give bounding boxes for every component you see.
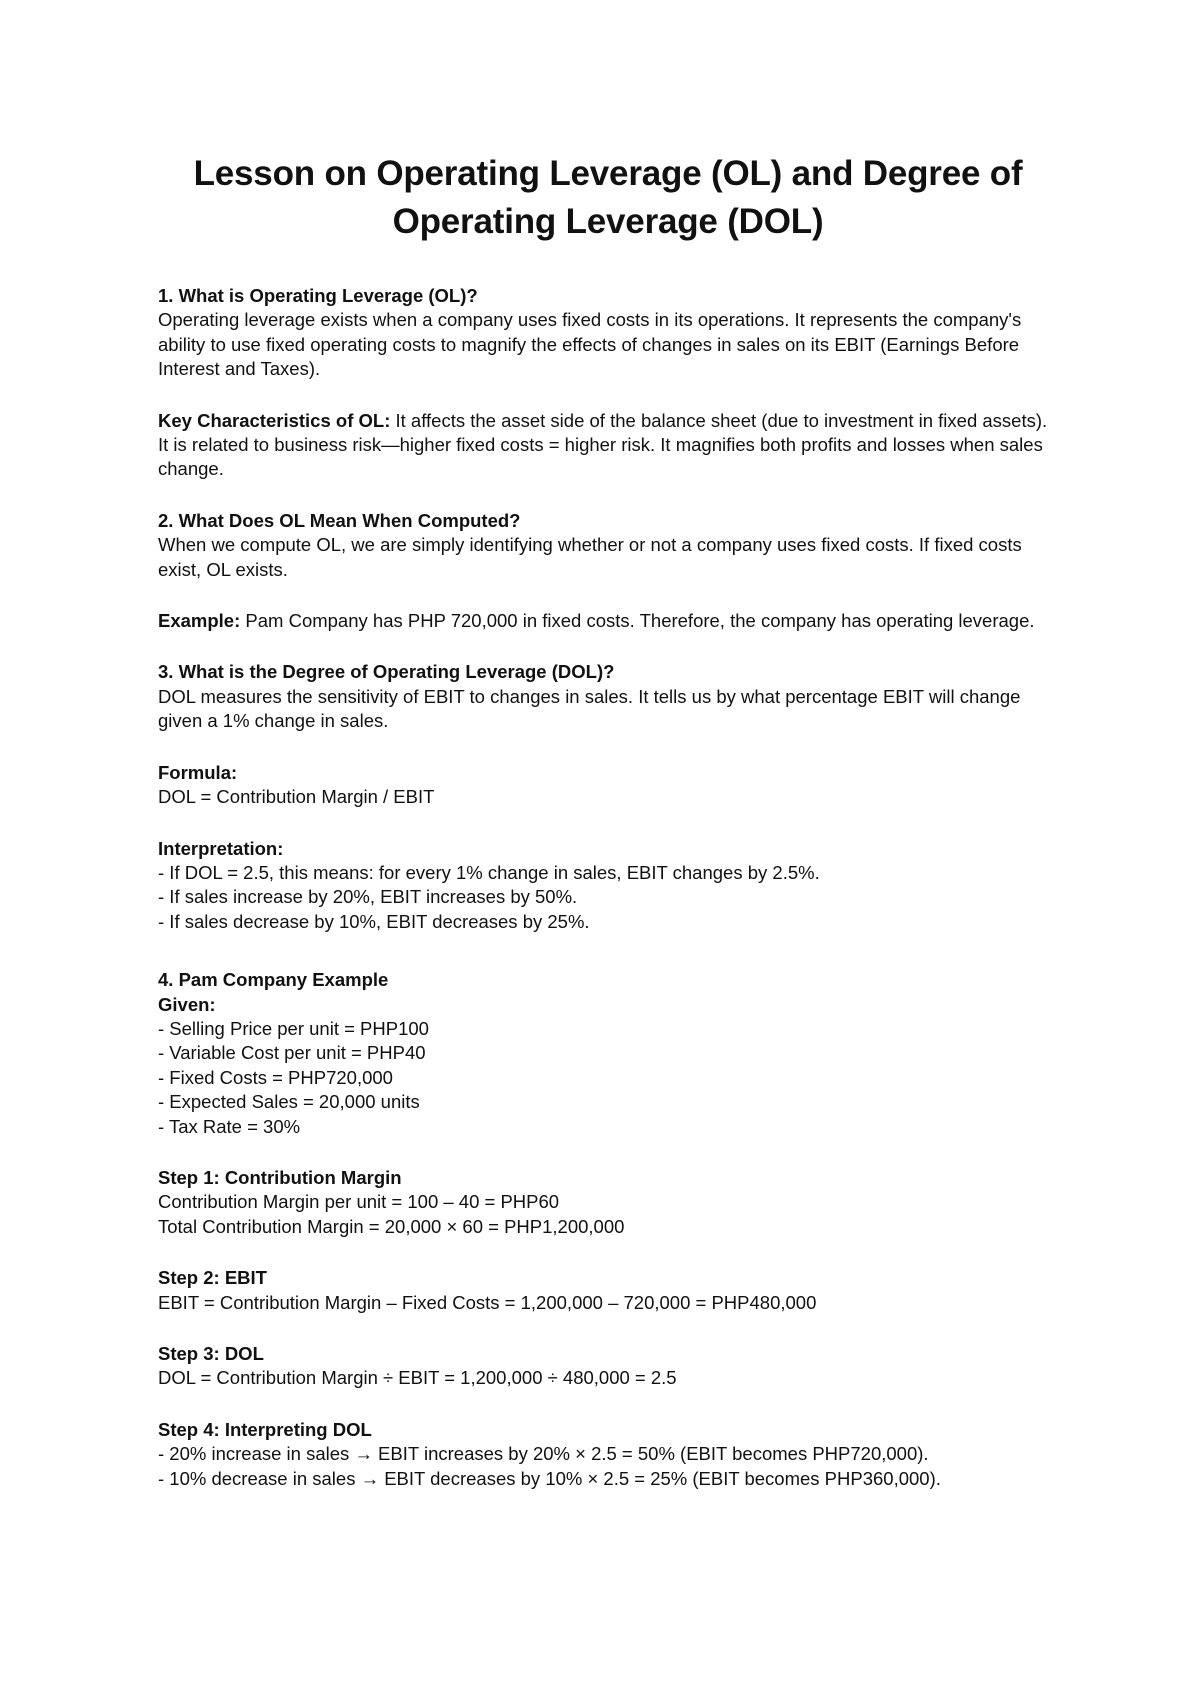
interpretation-label: Interpretation:: [158, 837, 284, 859]
step-label: Step 3: DOL: [158, 1343, 264, 1364]
step-label: Step 1: Contribution Margin: [158, 1166, 402, 1188]
step-line: - 10% decrease in sales → EBIT decreases by 10% × 2.5 = 25% (EBIT becomes PHP360,000).: [158, 1467, 941, 1489]
formula-label: Formula:: [158, 761, 238, 783]
list-item: - Expected Sales = 20,000 units: [158, 1091, 420, 1113]
list-item: - Fixed Costs = PHP720,000: [158, 1066, 393, 1088]
section-example: [158, 609, 1058, 633]
step-label: Step 4: Interpreting DOL: [158, 1418, 372, 1440]
section-heading: 3. What is the Degree of Operating Leverage (DOL)?: [158, 661, 615, 683]
step-line: Contribution Margin per unit = 100 – 40 = PHP60: [158, 1191, 560, 1213]
inline-label: Key Characteristics of OL:: [158, 409, 391, 431]
step-line: Total Contribution Margin = 20,000 × 60 = PHP1,200,000: [158, 1215, 625, 1237]
step-label: Step 2: EBIT: [158, 1267, 267, 1289]
example-paragraph: [158, 609, 1058, 633]
section-key-characteristics: [158, 409, 1058, 482]
section-heading: 2. What Does OL Mean When Computed?: [158, 509, 521, 531]
formula-text: DOL = Contribution Margin / EBIT: [158, 786, 435, 808]
step-line: EBIT = Contribution Margin – Fixed Costs = 1,200,000 – 720,000 = PHP480,000: [158, 1291, 817, 1313]
inline-body: Pam Company has PHP 720,000 in fixed costs. Therefore, the company has operating leverage.: [240, 610, 1035, 632]
document-title: Lesson on Operating Leverage (OL) and Degree of Operating Leverage (DOL): [193, 154, 1023, 241]
list-item: - Selling Price per unit = PHP100: [158, 1017, 429, 1039]
step-line: - 20% increase in sales → EBIT increases by 20% × 2.5 = 50% (EBIT becomes PHP720,000).: [158, 1443, 929, 1465]
section-step-4: [158, 1418, 1058, 1491]
list-item: - If sales increase by 20%, EBIT increases by 50%.: [158, 886, 578, 908]
section-heading: 4. Pam Company Example: [158, 969, 389, 991]
section-body: DOL measures the sensitivity of EBIT to changes in sales. It tells us by what percentage EBIT will change given a 1% change in sales.: [158, 685, 1021, 732]
inline-label: Example:: [158, 610, 241, 632]
section-interpretation: [158, 837, 1058, 935]
list-item: - If DOL = 2.5, this means: for every 1% change in sales, EBIT changes by 2.5%.: [158, 861, 820, 883]
step-line: DOL = Contribution Margin ÷ EBIT = 1,200,000 ÷ 480,000 = 2.5: [158, 1367, 677, 1389]
list-item: - If sales decrease by 10%, EBIT decreases by 25%.: [158, 910, 590, 932]
section-what-is-ol: [158, 284, 1058, 382]
section-body: When we compute OL, we are simply identifying whether or not a company uses fixed costs. If fixed costs exist, OL exists.: [158, 534, 1022, 580]
key-characteristics-paragraph: [158, 409, 1058, 482]
section-pam-company: [158, 968, 1058, 1139]
document-page: [158, 150, 1058, 1518]
section-ol-computed: [158, 509, 1058, 582]
section-heading: 1. What is Operating Leverage (OL)?: [158, 285, 478, 306]
list-item: - Tax Rate = 30%: [158, 1115, 301, 1137]
section-step-2: [158, 1266, 1058, 1315]
given-label: Given:: [158, 993, 216, 1015]
inline-body: It affects the asset side of the balance sheet (due to investment in fixed assets). It is related to business risk—higher fixed costs = higher risk. It magnifies both profits and losses when sales change.: [158, 409, 1048, 480]
section-step-1: [158, 1166, 1058, 1239]
section-body: Operating leverage exists when a company uses fixed costs in its operations. It represents the company's ability to use fixed operating costs to magnify the effects of changes in sales on its EBIT (Earnings Before Interest and Taxes).: [158, 309, 1022, 380]
section-step-3: [158, 1342, 1058, 1391]
section-formula: [158, 761, 1058, 810]
section-what-is-dol: [158, 660, 1058, 733]
list-item: - Variable Cost per unit = PHP40: [158, 1042, 426, 1064]
